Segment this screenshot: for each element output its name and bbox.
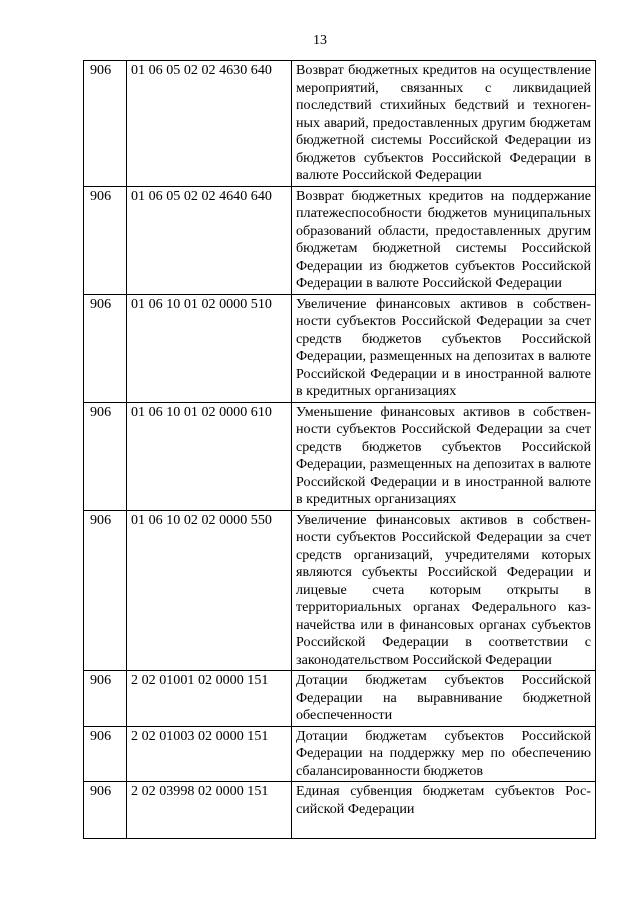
description-cell: Увеличение финансовых активов в собственности субъектов Российской Федерации за счет средств организаций, учредителями которых являются субъекты Российской Федерации и лицевые счета которым открыты в территориальных органах Федерального казначейства или в финансовых органах субъектов Российской Федерации в соответствии с законодательством Российской Федерации xyxy=(292,510,596,671)
budget-code-cell: 01 06 10 01 02 0000 610 xyxy=(127,402,292,510)
table-row xyxy=(84,402,596,510)
admin-code-cell: 906 xyxy=(84,186,127,294)
table-row xyxy=(84,294,596,402)
page-number: 13 xyxy=(313,33,327,48)
description-cell: Уменьшение финансовых активов в собственности субъектов Российской Федерации за счет средств бюджетов субъектов Российской Федерации, размещенных на депозитах в валюте Российской Федерации и в иностранной валюте в кредитных организациях xyxy=(292,402,596,510)
admin-code-cell: 906 xyxy=(84,402,127,510)
table-row xyxy=(84,61,596,187)
description-cell: Дотации бюджетам субъектов Российской Федерации на выравнивание бюджетной обеспеченности xyxy=(292,671,596,727)
budget-classification-table xyxy=(83,60,596,839)
description-cell: Возврат бюджетных кредитов на осуществление мероприятий, связанных с ликвидацией последствий стихийных бедствий и техногенных аварий, предоставленных другим бюджетам бюджетной системы Российской Федерации из бюджетов субъектов Российской Федерации в валюте Российской Федерации xyxy=(292,61,596,187)
description-cell: Дотации бюджетам субъектов Российской Федерации на поддержку мер по обеспечению сбалансированности бюджетов xyxy=(292,726,596,782)
admin-code-cell: 906 xyxy=(84,726,127,782)
admin-code-cell: 906 xyxy=(84,782,127,839)
budget-code-cell: 01 06 10 02 02 0000 550 xyxy=(127,510,292,671)
table-row xyxy=(84,510,596,671)
description-cell: Увеличение финансовых активов в собственности субъектов Российской Федерации за счет средств бюджетов субъектов Российской Федерации, размещенных на депозитах в валюте Российской Федерации и в иностранной валюте в кредитных организациях xyxy=(292,294,596,402)
admin-code-cell: 906 xyxy=(84,294,127,402)
table-row xyxy=(84,186,596,294)
budget-code-cell: 01 06 05 02 02 4640 640 xyxy=(127,186,292,294)
budget-code-cell: 2 02 01001 02 0000 151 xyxy=(127,671,292,727)
admin-code-cell: 906 xyxy=(84,510,127,671)
admin-code-cell: 906 xyxy=(84,671,127,727)
budget-code-cell: 01 06 10 01 02 0000 510 xyxy=(127,294,292,402)
budget-code-cell: 01 06 05 02 02 4630 640 xyxy=(127,61,292,187)
table-row xyxy=(84,671,596,727)
table-row xyxy=(84,726,596,782)
budget-code-cell: 2 02 01003 02 0000 151 xyxy=(127,726,292,782)
table-row xyxy=(84,782,596,839)
description-cell: Единая субвенция бюджетам субъектов Российской Федерации xyxy=(292,782,596,839)
admin-code-cell: 906 xyxy=(84,61,127,187)
description-cell: Возврат бюджетных кредитов на поддержание платежеспособности бюджетов муниципальных образований области, предоставленных другим бюджетам бюджетной системы Российской Федерации из бюджетов субъектов Российской Федерации в валюте Российской Федерации xyxy=(292,186,596,294)
budget-code-cell: 2 02 03998 02 0000 151 xyxy=(127,782,292,839)
